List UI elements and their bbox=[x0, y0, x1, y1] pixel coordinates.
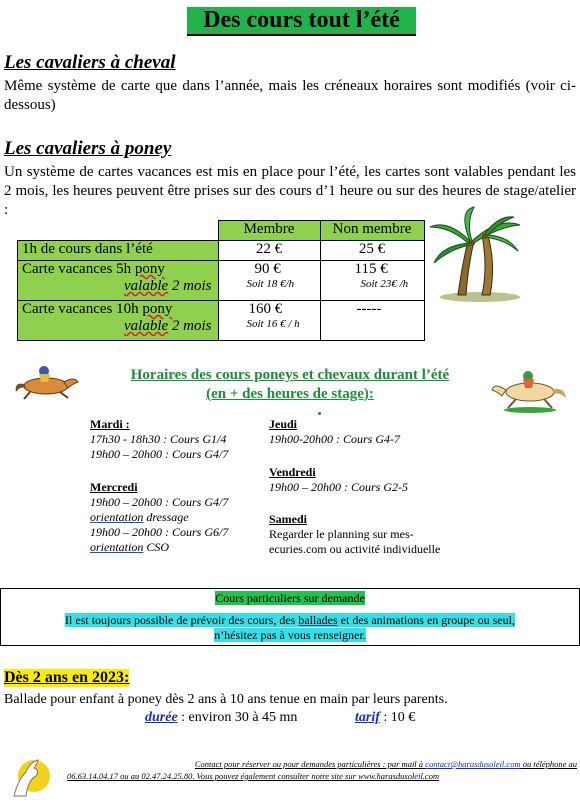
row-label: 1h de cours dans l’été bbox=[18, 241, 219, 261]
price-value: 115 € bbox=[354, 261, 388, 277]
particuliers-text-part: Il est toujours possible de prévoir des cours, des bbox=[65, 613, 299, 627]
price-cell bbox=[218, 301, 320, 341]
horaires-title-line2: (en + des heures de stage): bbox=[206, 386, 374, 402]
cheval-text: Même système de carte que dans l’année, mais les créneaux horaires sont modifiés (voir ci-dessous) bbox=[4, 78, 576, 113]
schedule-line bbox=[90, 510, 270, 525]
valid-word: valable bbox=[124, 318, 169, 334]
price-cell: 22 € bbox=[218, 241, 320, 261]
particuliers-text-line2: n’hésitez pas à vous renseigner. bbox=[214, 628, 366, 642]
day-label: Samedi bbox=[269, 512, 308, 526]
table-empty-cell bbox=[18, 221, 219, 241]
row-label bbox=[18, 301, 219, 341]
particuliers-title: Cours particuliers sur demande bbox=[215, 591, 365, 605]
particuliers-ballades: ballades bbox=[298, 613, 338, 627]
tarif-value: : 10 € bbox=[379, 710, 416, 725]
col-header-membre: Membre bbox=[218, 221, 320, 241]
schedule-line: 19h00 – 20h00 : Cours G4/7 bbox=[90, 495, 229, 509]
contact-line2: 06.63.14.04.17 ou au 02.47.24.25.80. Vous pouvez également consulter notre site sur www.harasdusoleil.com bbox=[67, 771, 440, 781]
particuliers-box bbox=[0, 588, 580, 646]
schedule-line: 19h00 – 20h00 : Cours G2-5 bbox=[269, 480, 409, 494]
particuliers-text bbox=[65, 613, 515, 627]
row-label-text: Carte vacances 10h bbox=[22, 301, 139, 317]
schedule-vendredi bbox=[269, 465, 489, 495]
duree-label: durée bbox=[145, 710, 178, 725]
contact-email-link[interactable]: contact@harasdusoleil.com bbox=[425, 759, 521, 769]
schedule-line: Regarder le planning sur mes- bbox=[269, 527, 414, 541]
schedule-line: 17h30 - 18h30 : Cours G1/4 bbox=[90, 432, 227, 446]
poney-text: Un système de cartes vacances est mis en place pour l’été, les cartes sont valables pendant les 2 mois, les heures peuvent être prises sur des cours d’1 heure ou sur des heures de stage/atelier : bbox=[4, 164, 576, 218]
particuliers-text-part: et des animations en groupe ou seul, bbox=[337, 613, 515, 627]
price-per-hour: Soit 16 € / h bbox=[246, 318, 300, 330]
valid-word: valable bbox=[124, 278, 169, 294]
price-value: ----- bbox=[356, 301, 382, 317]
price-cell bbox=[320, 261, 424, 301]
deux-ans-heading: Dès 2 ans en 2023: bbox=[4, 669, 130, 686]
orientation-type: dressage bbox=[143, 510, 189, 524]
price-cell bbox=[218, 261, 320, 301]
contact-line1 bbox=[67, 758, 577, 770]
contact-text: ou téléphone au bbox=[520, 759, 577, 769]
price-per-hour: Soit 23€ /h bbox=[360, 278, 409, 290]
schedule-jeudi bbox=[269, 417, 489, 447]
schedule-line: 19h00 – 20h00 : Cours G4/7 bbox=[90, 447, 229, 461]
day-label: Mardi : bbox=[90, 417, 130, 431]
schedule-line: ecuries.com ou activité individuelle bbox=[269, 542, 441, 556]
contact-text: Contact pour réserver ou pour demandes particulières : par mail à bbox=[194, 759, 426, 769]
price-cell: 25 € bbox=[320, 241, 424, 261]
deux-ans-duree bbox=[145, 710, 297, 726]
schedule-mardi bbox=[90, 417, 270, 462]
decorative-dot bbox=[318, 412, 321, 415]
day-label: Mercredi bbox=[90, 480, 138, 494]
section-heading-poney: Les cavaliers à poney bbox=[4, 138, 172, 159]
price-value: 160 € bbox=[248, 301, 283, 317]
rider-horse-icon bbox=[12, 362, 80, 400]
day-label: Jeudi bbox=[269, 417, 298, 431]
tarif-label: tarif bbox=[355, 710, 380, 725]
deux-ans-text: Ballade pour enfant à poney dès 2 ans à 10 ans tenue en main par leurs parents. bbox=[4, 692, 448, 707]
haras-logo-icon bbox=[6, 752, 52, 800]
price-per-hour: Soit 18 €/h bbox=[246, 278, 295, 290]
schedule-line bbox=[90, 540, 270, 555]
row-label-text: Carte vacances 5h bbox=[22, 261, 132, 277]
valid-duration: 2 mois bbox=[171, 278, 212, 294]
palm-tree-icon bbox=[428, 205, 524, 303]
schedule-mercredi bbox=[90, 480, 270, 555]
price-cell bbox=[320, 301, 424, 341]
page-title: Des cours tout l’été bbox=[187, 7, 416, 36]
col-header-non-membre: Non membre bbox=[320, 221, 424, 241]
orientation-word: orientation bbox=[90, 510, 144, 524]
horaires-title-line1: Horaires des cours poneys et chevaux durant l’été bbox=[130, 367, 450, 383]
deux-ans-tarif bbox=[355, 710, 415, 726]
day-label: Vendredi bbox=[269, 465, 316, 479]
orientation-word: orientation bbox=[90, 540, 144, 554]
row-label bbox=[18, 261, 219, 301]
schedule-line: 19h00 – 20h00 : Cours G6/7 bbox=[90, 525, 229, 539]
orientation-type: CSO bbox=[143, 540, 170, 554]
section-heading-cheval: Les cavaliers à cheval bbox=[4, 52, 176, 73]
duree-value: : environ 30 à 45 mn bbox=[177, 710, 298, 725]
rider-horse-icon bbox=[490, 368, 568, 414]
row-label-pony: pony bbox=[142, 301, 173, 317]
row-label-pony: pony bbox=[134, 261, 165, 277]
valid-duration: 2 mois bbox=[171, 318, 212, 334]
price-table bbox=[17, 220, 425, 341]
schedule-line: 19h00-20h00 : Cours G4-7 bbox=[269, 432, 400, 446]
schedule-samedi bbox=[269, 512, 499, 557]
price-value: 90 € bbox=[254, 261, 281, 277]
